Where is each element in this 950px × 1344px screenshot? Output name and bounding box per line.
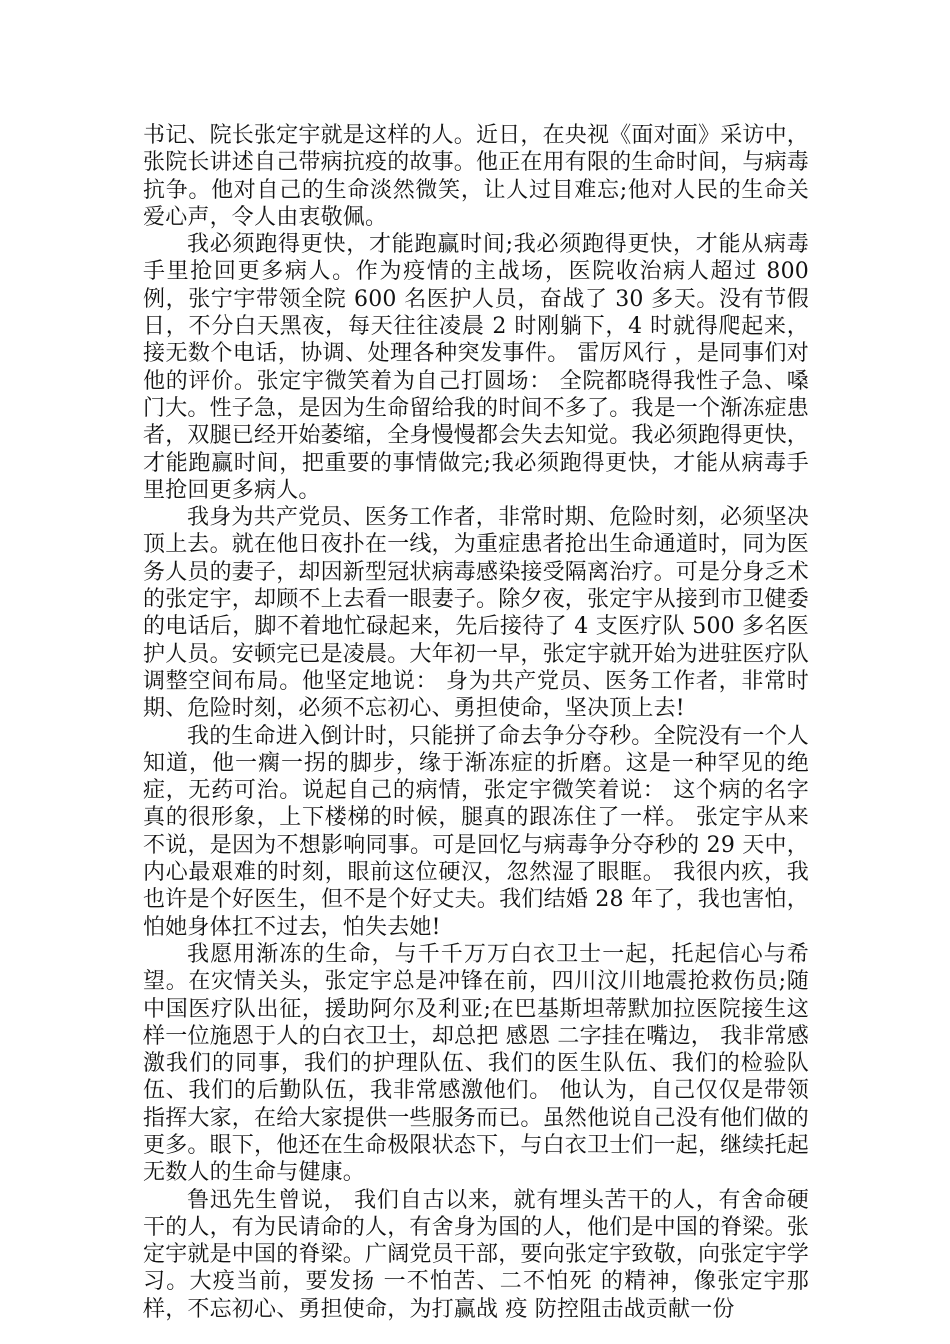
paragraph-6: 鲁迅先生曾说， 我们自古以来，就有埋头苦干的人，有舍命硬干的人，有为民请命的人，有舍身为国的人，他们是中国的脊梁。张定宇就是中国的脊梁。广阔党员干部，要向张定宇致敬，向张定宇学习。大疫当前，要发扬 一不怕苦、二不怕死 的精神，像张定宇那样，不忘初心、勇担使命，为打赢战 疫 防控阻击战贡献一份: [143, 1187, 810, 1322]
paragraph-1: 书记、院长张定宇就是这样的人。近日，在央视《面对面》采访中，张院长讲述自己带病抗疫的故事。他正在用有限的生命时间，与病毒抗争。他对自己的生命淡然微笑，让人过目难忘;他对人民的生命关爱心声，令人由衷敬佩。: [143, 123, 810, 230]
article-body: [143, 122, 809, 1323]
paragraph-4: 我的生命进入倒计时，只能拼了命去争分夺秒。全院没有一个人知道，他一瘸一拐的脚步，缘于渐冻症的折磨。这是一种罕见的绝症，无药可治。说起自己的病情，张定宇微笑着说： 这个病的名字真的很形象，上下楼梯的时候，腿真的跟冻住了一样。 张定宇从来不说，是因为不想影响同事。可是回忆与病毒争分夺秒的 29 天中，内心最艰难的时刻，眼前这位硬汉，忽然湿了眼眶。 我很内疚，我也许是个好医生，但不是个好丈夫。我们结婚 28 年了，我也害怕，怕她身体扛不过去，怕失去她!: [143, 723, 809, 940]
paragraph-3: 我身为共产党员、医务工作者，非常时期、危险时刻，必须坚决顶上去。就在他日夜扑在一线，为重症患者抢出生命通道时，同为医务人员的妻子，却因新型冠状病毒感染接受隔离治疗。可是分身乏术的张定宇，却顾不上去看一眼妻子。除夕夜，张定宇从接到市卫健委的电话后，脚不着地忙碌起来，先后接待了 4 支医疗队 500 多名医护人员。安顿完已是凌晨。大年初一早，张定宇就开始为进驻医疗队调整空间布局。他坚定地说： 身为共产党员、医务工作者，非常时期、危险时刻，必须不忘初心、勇担使命，坚决顶上去!: [143, 505, 810, 722]
paragraph-5: 我愿用渐冻的生命，与千千万万白衣卫士一起，托起信心与希望。在灾情关头，张定宇总是冲锋在前，四川汶川地震抢救伤员;随中国医疗队出征，援助阿尔及利亚;在巴基斯坦蒂默加拉医院接生这样一位施恩于人的白衣卫士，却总把 感恩 二字挂在嘴边， 我非常感激我们的同事，我们的护理队伍、我们的医生队伍、我们的检验队伍、我们的后勤队伍，我非常感激他们。 他认为，自己仅仅是带领指挥大家，在给大家提供一些服务而已。虽然他说自己没有他们做的更多。眼下，他还在生命极限状态下，与白衣卫士们一起，继续托起无数人的生命与健康。: [143, 941, 810, 1186]
paragraph-2: 我必须跑得更快，才能跑赢时间;我必须跑得更快，才能从病毒手里抢回更多病人。作为疫情的主战场，医院收治病人超过 800 例，张宁宇带领全院 600 名医护人员，奋战了 30 多天。没有节假日，不分白天黑夜，每天往往凌晨 2 时刚躺下，4 时就得爬起来，接无数个电话，协调、处理各种突发事件。 雷厉风行 ，是同事们对他的评价。张定宇微笑着为自己打圆场： 全院都晓得我性子急、嗓门大。性子急，是因为生命留给我的时间不多了。我是一个渐冻症患者，双腿已经开始萎缩，全身慢慢都会失去知觉。我必须跑得更快，才能跑赢时间，把重要的事情做完;我必须跑得更快，才能从病毒手里抢回更多病人。: [143, 232, 810, 503]
